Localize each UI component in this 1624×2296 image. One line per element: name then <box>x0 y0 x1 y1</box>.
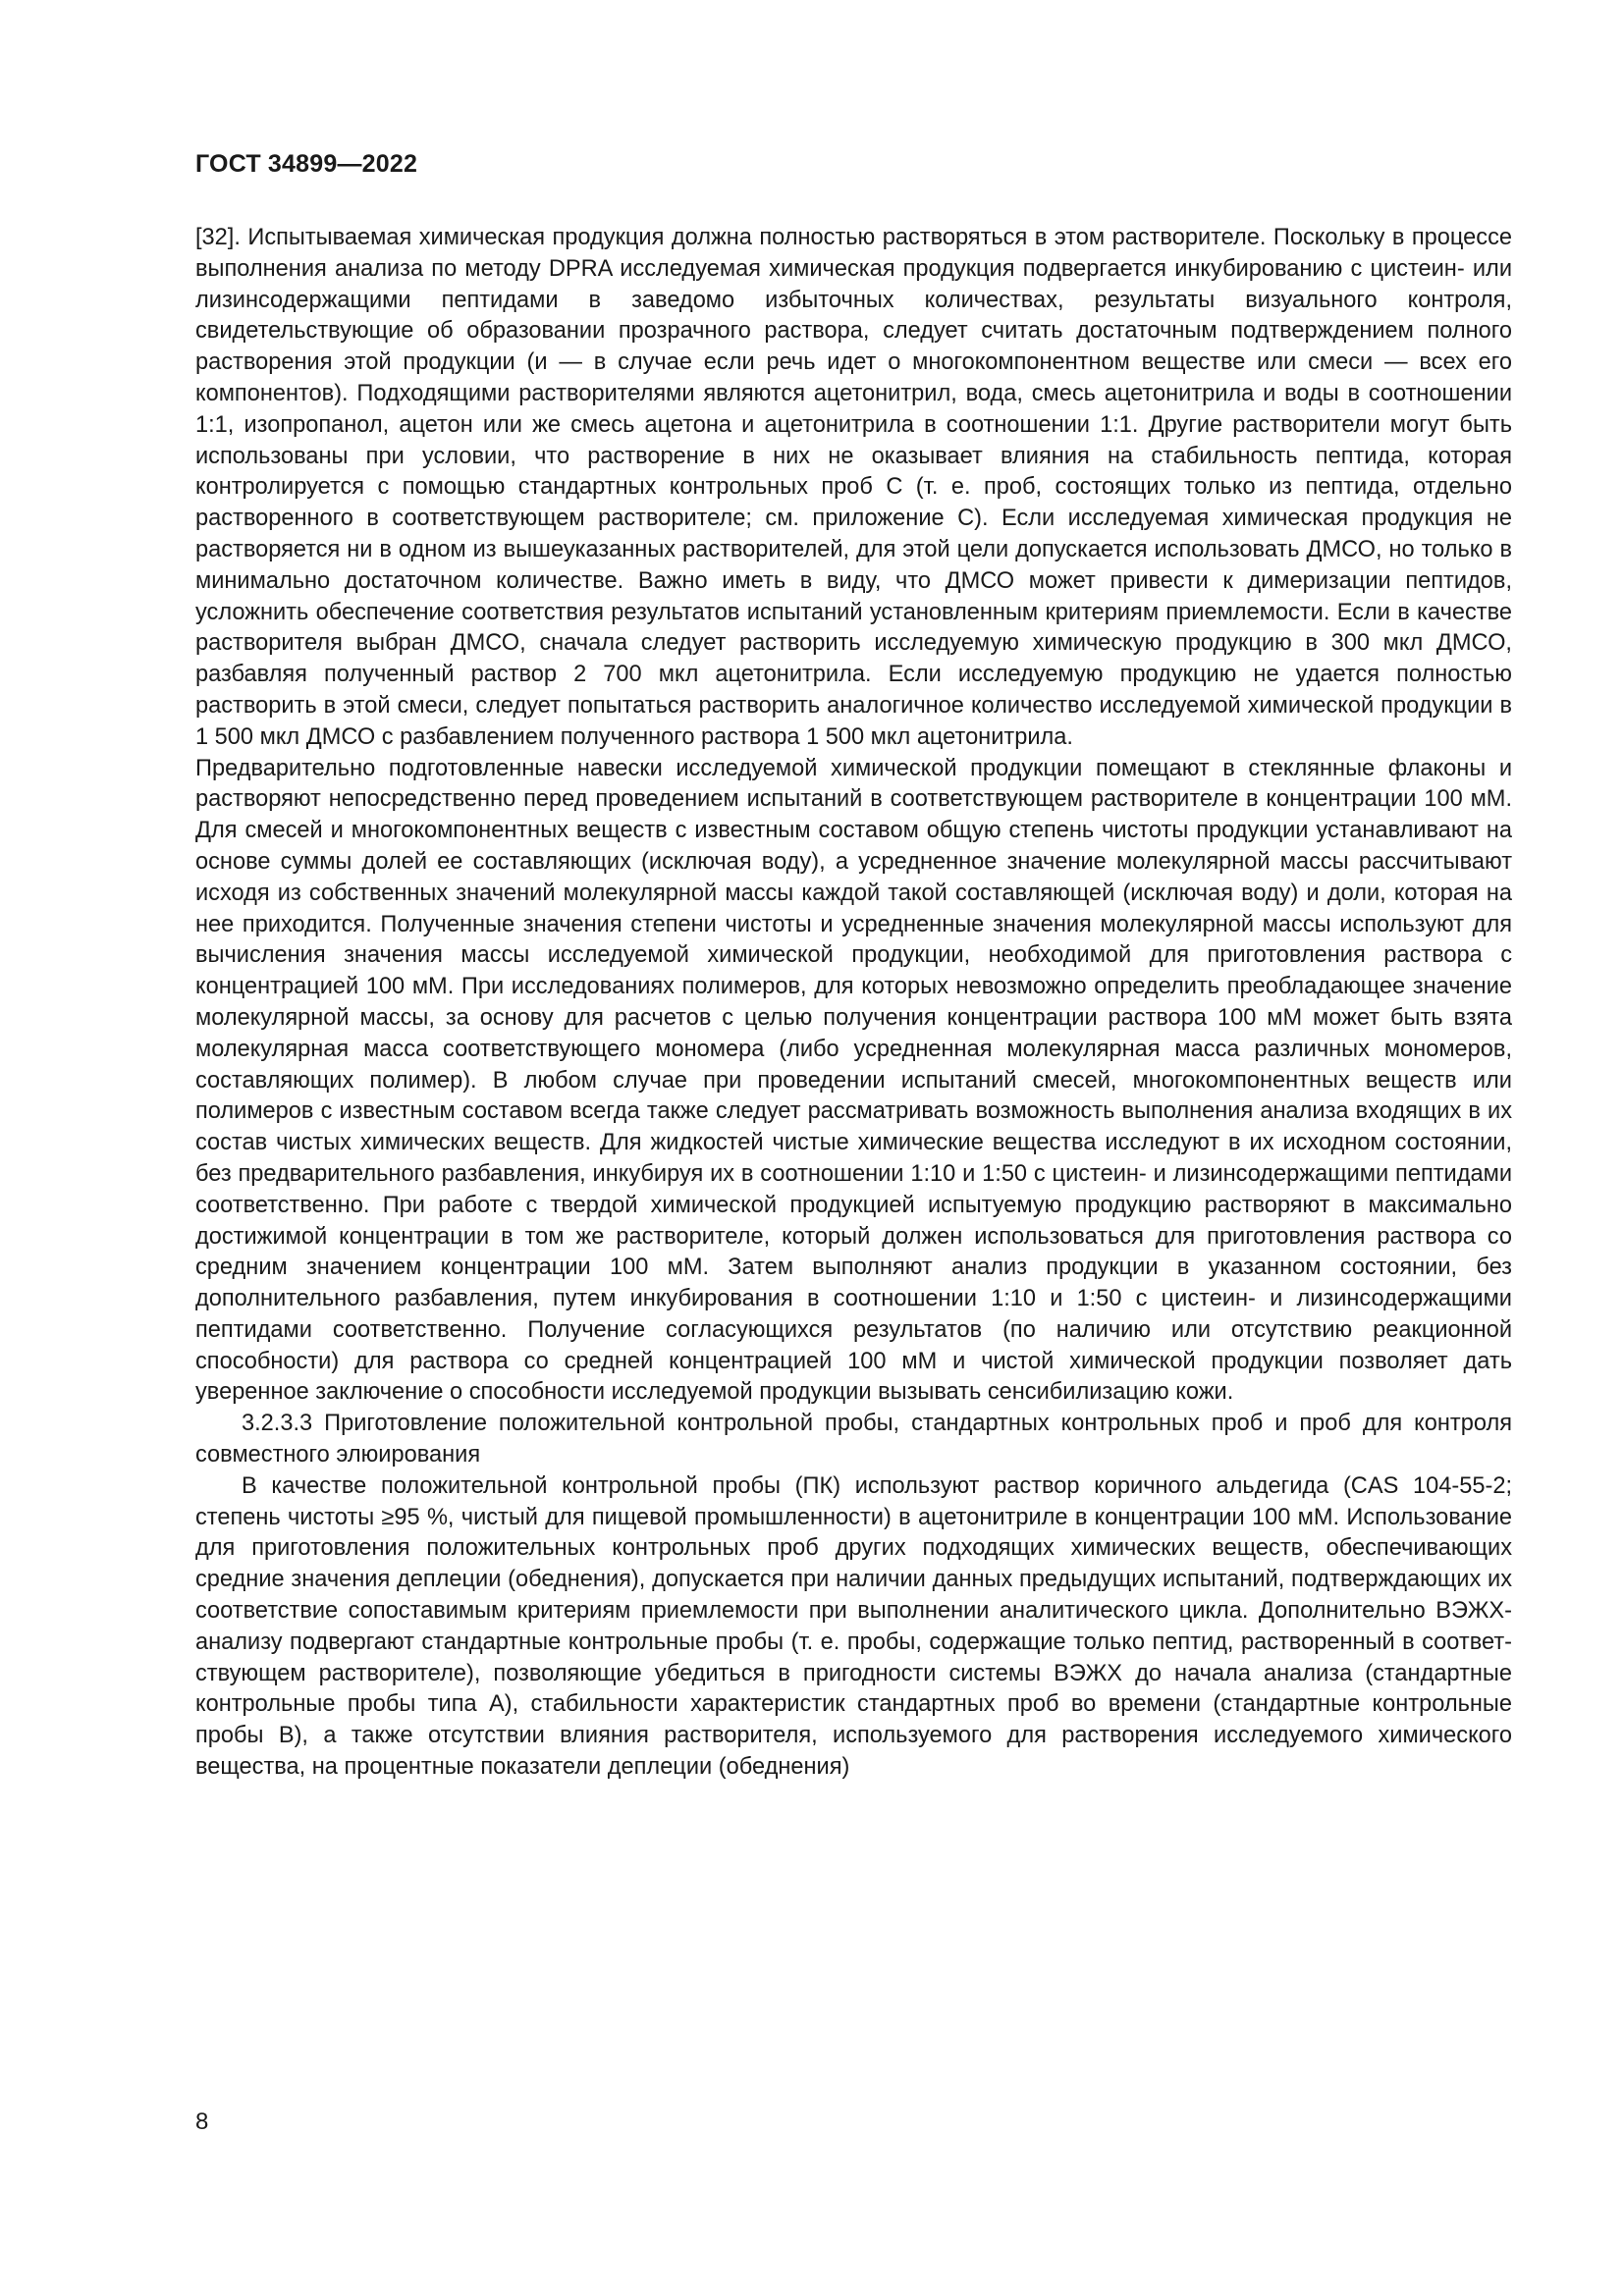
paragraph-sample-preparation: Предварительно подготовленные навески исследуемой химической продукции помещают в стеклянные флаконы и растворяют непосредственно перед проведением испытаний в соответствующем растворителе в концентрации 100 мМ. Для смесей и многокомпонентных веществ с известным составом общую степень чистоты продукции устанавливают на основе суммы долей ее составляющих (исключая воду), а усредненное значение молекулярной массы рассчитывают исходя из собственных значений молекулярной массы каждой такой составляющей (исключая воду) и доли, которая на нее приходится. Полученные значения степени чистоты и усредненные значения молекулярной массы используют для вычисления значения массы исследуемой химической продукции, необходимой для приготовления раствора с концентрацией 100 мМ. При исследованиях полимеров, для которых невозможно определить преобладающее значение молекулярной массы, за основу для расчетов с целью получения концентрации раствора 100 мМ может быть взята молекулярная масса соответствующего мономера (либо усредненная молекулярная масса различных мономеров, составляющих полимер). В любом случае при проведении испытаний смесей, многокомпонентных веществ или полимеров с известным составом всегда также следует рассматривать возможность выполнения анализа входящих в их состав чистых химических веществ. Для жидкостей чистые химические вещества исследуют в их исходном состоянии, без предварительного разбавления, инкубируя их в соотношении 1:10 и 1:50 с цистеин- и лизинсодержащими пептидами соответственно. При работе с твердой химической продукцией испытуемую продукцию растворяют в максимально достижимой концентрации в том же растворителе, который должен использоваться для приготовления раствора со средним значением концентрации 100 мМ. Затем выполняют анализ продукции в указанном состоянии, без дополнительного разбавления, путем инкубирования в соотношении 1:10 и 1:50 с цистеин- и лизинсодержащими пептидами соответственно. Получение согласующихся результатов (по наличию или отсутствию реакционной способности) для раствора со средней концентрацией 100 мМ и чистой химической продукции позволяет дать уверенное заключение о способности исследуемой продукции вызывать сенсибилизацию кожи. <box>195 755 1512 1406</box>
paragraph-solvent: [32]. Испытываемая химическая продукция должна полностью растворяться в этом растворителе. Поскольку в процессе выполнения анализа по методу DPRA исследуемая химическая продукция подвергается инкубированию с цистеин- или лизинсодержащими пептидами в заведомо избыточных количествах, результаты визуального контроля, свидетельствующие об образовании прозрачного раствора, следует считать достаточным подтверждением полного растворения этой продукции (и — в случае если речь идет о многокомпонентном веществе или смеси — всех его компонентов). Подходящими растворителями являются ацетонитрил, вода, смесь ацетонитрила и воды в соотношении 1:1, изопропанол, ацетон или же смесь ацетона и ацетонитрила в соотношении 1:1. Другие растворители могут быть использованы при условии, что растворение в них не оказывает влияния на стабильность пептида, которая контролируется с помощью стандартных контрольных проб С (т. е. проб, состоящих только из пептида, отдельно растворенного в соответствующем растворителе; см. приложение С). Если исследуемая химическая продукция не растворяется ни в одном из вышеуказанных растворителей, для этой цели допускается использовать ДМСО, но только в минимально достаточном количестве. Важно иметь в виду, что ДМСО может привести к димеризации пептидов, усложнить обеспечение соответствия результатов испытаний установленным критериям приемлемости. Если в качестве растворителя выбран ДМСО, сначала следует растворить исследуемую химическую продукцию в 300 мкл ДМСО, разбавляя полученный раствор 2 700 мкл ацетонитрила. Если исследуемую продукцию не удается полностью растворить в этой смеси, следует попытаться растворить аналогичное количество исследуемой химической продукции в 1 500 мкл ДМСО с разбавлением полученного раствора 1 500 мкл ацетонитрила. <box>195 225 1512 750</box>
page-number: 8 <box>195 2109 209 2135</box>
paragraph-positive-control: В качестве положительной контрольной пробы (ПК) используют раствор коричного альдегида (CAS 104-55-2; степень чистоты ≥95 %, чистый для пищевой промышленности) в ацетонитриле в концентрации 100 мМ. Использование для приготовления положительных контрольных проб других подходящих химических веществ, обеспечивающих средние значения деплеции (обеднения), допускается при наличии данных предыдущих испытаний, подтверждающих их соответствие сопоставимым критериям приемлемости при выполнении аналитического цикла. Дополнительно ВЭЖХ-анализу подвергают стандартные контрольные пробы (т. е. пробы, содержащие только пептид, растворенный в соответствующем растворителе), позволяющие убедиться в пригодности системы ВЭЖХ до начала анализа (стандартные контрольные пробы типа А), стабильности характеристик стандартных проб во времени (стандартные контрольные пробы В), а также отсутствии влияния растворителя, используемого для растворения исследуемого химического вещества, на процентные показатели деплеции (обеднения) <box>195 1472 1512 1781</box>
document-header: ГОСТ 34899—2022 <box>195 150 418 178</box>
document-body <box>195 223 1512 1784</box>
section-heading-3-2-3-3: 3.2.3.3 Приготовление положительной контрольной пробы, стандартных контрольных проб и проб для контроля совместного элюирования <box>195 1411 1512 1468</box>
